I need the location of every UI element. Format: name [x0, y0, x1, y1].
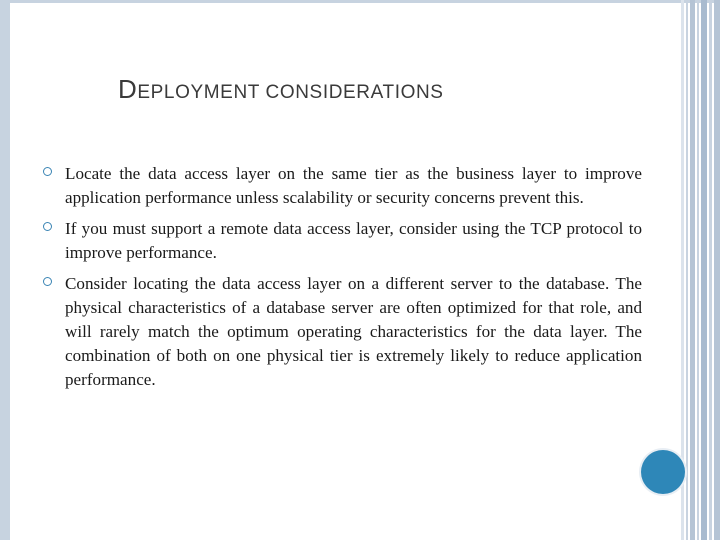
- circle-bullet-icon: [43, 277, 52, 286]
- bullet-list: [42, 162, 642, 399]
- title-word-considerations: CONSIDERATIONS: [265, 82, 444, 103]
- circle-bullet-icon: [43, 222, 52, 231]
- decorative-stripe: [709, 0, 712, 540]
- decorative-stripe: [714, 0, 720, 540]
- bullet-text: If you must support a remote data access layer, consider using the TCP protocol to improve performance.: [65, 219, 642, 262]
- top-border: [0, 0, 720, 3]
- left-border: [0, 0, 10, 540]
- list-item: [42, 162, 642, 210]
- decorative-stripe: [697, 0, 699, 540]
- decorative-stripe: [701, 0, 707, 540]
- slide-title: [118, 74, 444, 105]
- decorative-stripe: [686, 0, 688, 540]
- decorative-circle: [641, 450, 685, 494]
- list-item: [42, 217, 642, 265]
- list-item: [42, 272, 642, 392]
- bullet-text: Locate the data access layer on the same tier as the business layer to improve application performance unless scalability or security concerns prevent this.: [65, 164, 642, 207]
- decorative-stripe: [690, 0, 695, 540]
- circle-bullet-icon: [43, 167, 52, 176]
- title-initial: D: [118, 74, 138, 104]
- title-word-deployment: EPLOYMENT: [137, 82, 260, 103]
- bullet-text: Consider locating the data access layer on a different server to the database. The physical characteristics of a database server are often optimized for that role, and will rarely match the optimum operating characteristics for the data layer. The combination of both on one physical tier is extremely likely to reduce application performance.: [65, 274, 642, 389]
